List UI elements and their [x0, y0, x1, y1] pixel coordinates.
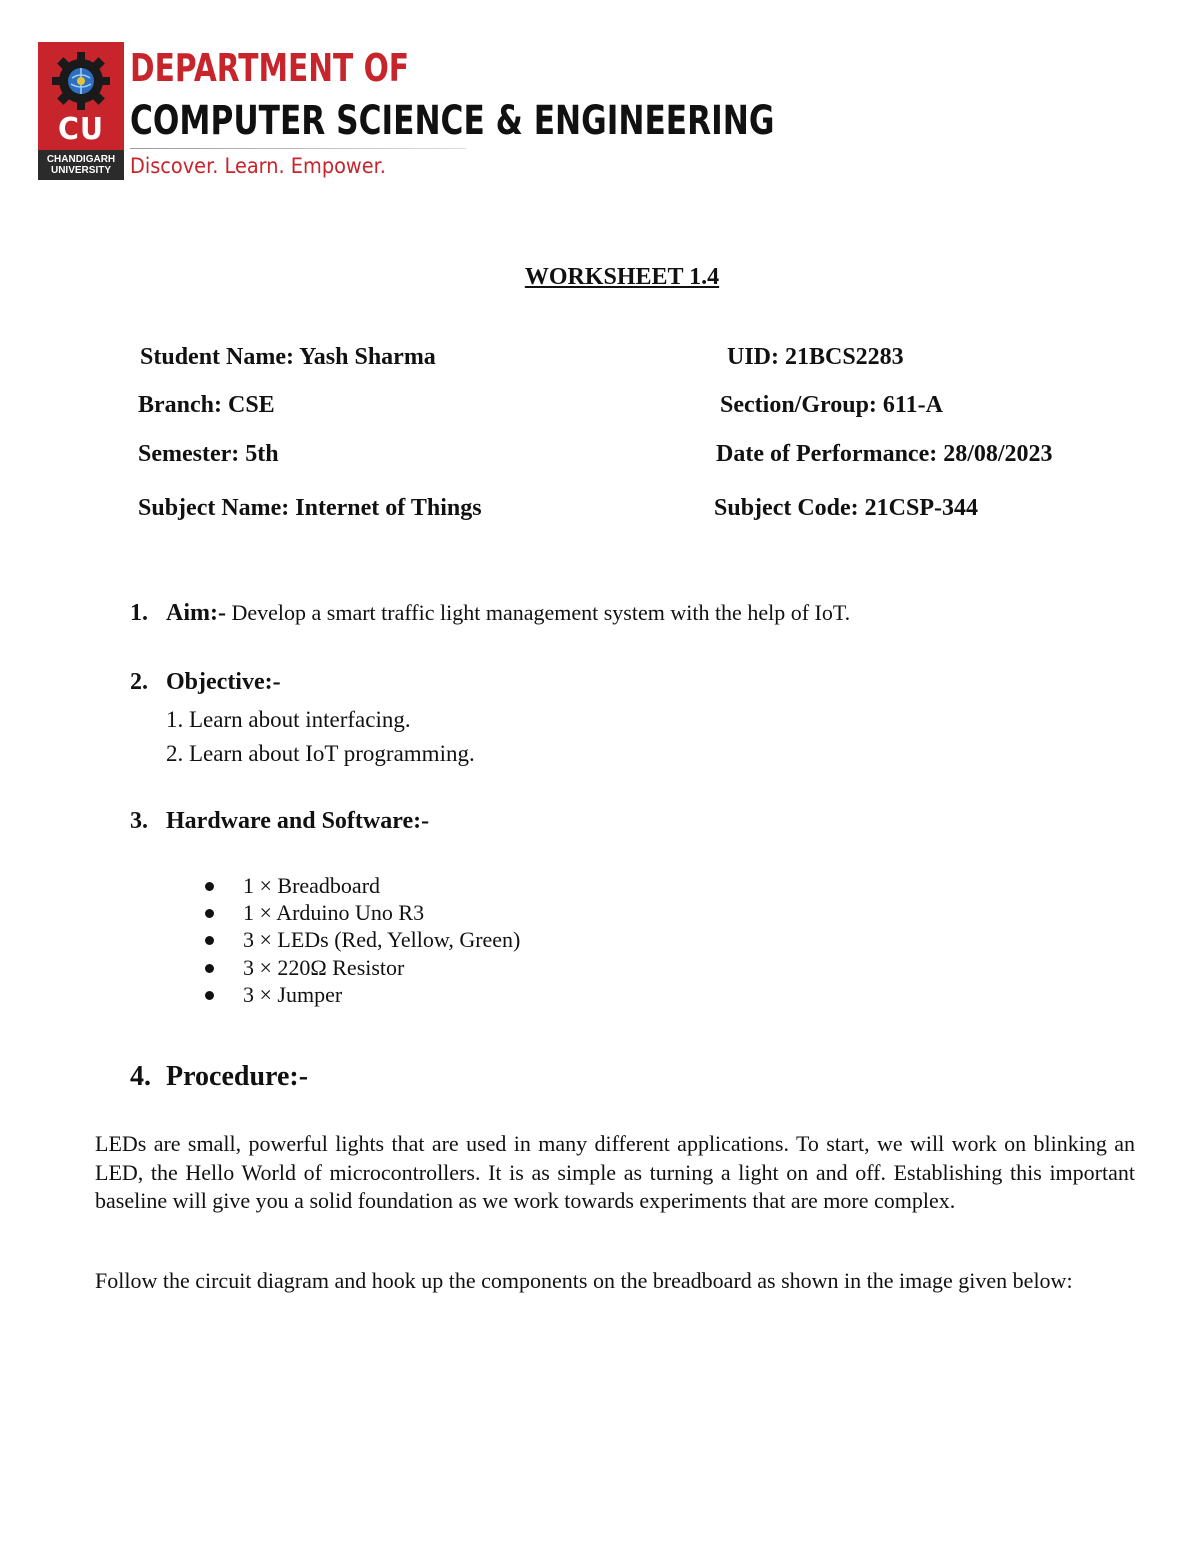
- aim-section: [130, 600, 850, 627]
- department-name: COMPUTER SCIENCE & ENGINEERING: [130, 98, 775, 144]
- logo-sub-line1: CHANDIGARH: [46, 154, 116, 165]
- procedure-paragraph-2: Follow the circuit diagram and hook up the components on the breadboard as shown in the image given below:: [95, 1268, 1073, 1293]
- objective-item: 2. Learn about IoT programming.: [166, 741, 475, 766]
- list-item-text: 3 × 220Ω Resistor: [243, 954, 405, 980]
- list-item: [200, 981, 520, 1008]
- header-divider: [130, 148, 466, 149]
- procedure-number: 4.: [130, 1061, 151, 1092]
- subject-name: Subject Name: Internet of Things: [138, 495, 482, 521]
- gear-globe-icon: [46, 46, 116, 116]
- bullet-icon: [205, 909, 214, 918]
- objective-number: 2.: [130, 669, 148, 695]
- objective-heading: [130, 669, 281, 696]
- list-item-text: 3 × LEDs (Red, Yellow, Green): [243, 927, 521, 953]
- semester: Semester: 5th: [138, 441, 279, 467]
- hardware-heading: [130, 808, 429, 835]
- aim-label: Aim:-: [166, 600, 226, 626]
- objective-item: 1. Learn about interfacing.: [166, 707, 411, 732]
- uid: UID: 21BCS2283: [727, 344, 904, 370]
- logo-cu-text: CU: [58, 112, 104, 147]
- bullet-icon: [205, 964, 214, 973]
- worksheet-title: WORKSHEET 1.4: [524, 264, 720, 290]
- bullet-icon: [205, 882, 214, 891]
- procedure-label: Procedure:-: [166, 1061, 309, 1092]
- list-item: [200, 926, 520, 953]
- list-item: [200, 899, 520, 926]
- tagline: Discover. Learn. Empower.: [130, 154, 386, 178]
- logo-university-name: [38, 150, 124, 180]
- list-item-text: 1 × Breadboard: [243, 873, 381, 898]
- subject-code: Subject Code: 21CSP-344: [714, 495, 978, 521]
- hardware-label: Hardware and Software:-: [166, 808, 430, 834]
- date-of-performance: Date of Performance: 28/08/2023: [716, 441, 1053, 467]
- bullet-icon: [205, 936, 214, 945]
- list-item: [200, 954, 520, 981]
- department-heading: DEPARTMENT OF: [130, 46, 410, 90]
- list-item-text: 3 × Jumper: [243, 981, 343, 1007]
- aim-number: 1.: [130, 600, 148, 626]
- objective-label: Objective:-: [166, 669, 281, 695]
- section-group: Section/Group: 611-A: [720, 392, 943, 418]
- procedure-paragraph-1: LEDs are small, powerful lights that are used in many different applications. To start, we will work on blinking an LED, the Hello World of microcontrollers. It is as simple as turning a light on and off. Establishing this important baseline will give you a solid foundation as we work towards experiments that are more complex.: [95, 1131, 1135, 1213]
- aim-text: Develop a smart traffic light management system with the help of IoT.: [225, 600, 851, 625]
- list-item: [200, 872, 520, 899]
- hardware-number: 3.: [130, 808, 148, 834]
- university-logo: [38, 42, 124, 180]
- hardware-list: [200, 872, 520, 1008]
- student-name: Student Name: Yash Sharma: [140, 344, 436, 370]
- bullet-icon: [205, 991, 214, 1000]
- logo-sub-line2: UNIVERSITY: [50, 165, 111, 176]
- list-item-text: 1 × Arduino Uno R3: [243, 900, 425, 926]
- branch: Branch: CSE: [138, 392, 275, 418]
- procedure-heading: [130, 1061, 308, 1093]
